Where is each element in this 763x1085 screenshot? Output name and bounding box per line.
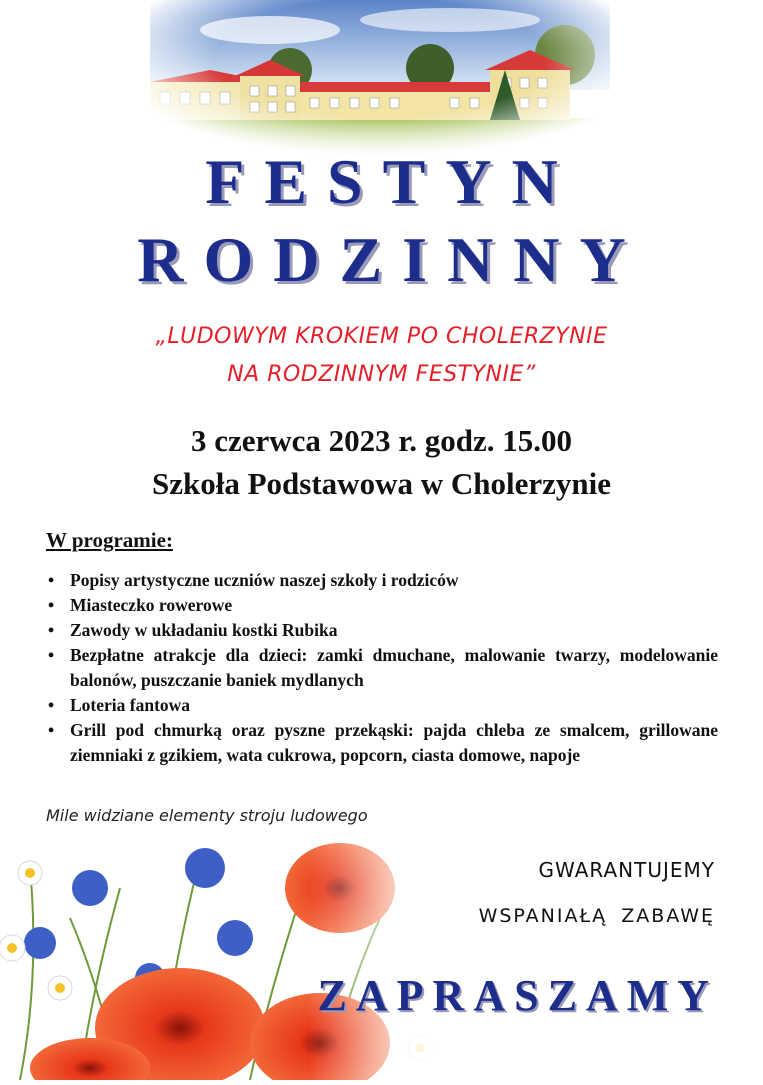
guarantee-line-2: WSPANIAŁĄ ZABAWĘ bbox=[478, 905, 715, 927]
event-date: 3 czerwca 2023 r. godz. 15.00 bbox=[190, 423, 573, 458]
flowers-illustration bbox=[0, 828, 440, 1080]
program-item: • Zawody w układaniu kostki Rubika bbox=[46, 618, 718, 643]
program-item: • Popisy artystyczne uczniów naszej szkoły i rodziców bbox=[46, 568, 718, 593]
program-item: • Loteria fantowa bbox=[46, 693, 718, 718]
program-item: • Grill pod chmurką oraz pyszne przekąski: pajda chleba ze smalcem, grillowane ziemniaki z gzikiem, wata cukrowa, popcorn, ciasta domowe, napoje bbox=[46, 718, 718, 768]
event-place: Szkoła Podstawowa w Cholerzynie bbox=[152, 466, 611, 501]
motto-line-1: „LUDOWYM KROKIEM PO CHOLERZYNIE bbox=[155, 324, 608, 349]
title-line-1: FESTYN bbox=[205, 146, 578, 217]
school-photo bbox=[150, 0, 610, 165]
program-item: • Bezpłatne atrakcje dla dzieci: zamki dmuchane, malowanie twarzy, modelowanie balonów, puszczanie baniek mydlanych bbox=[46, 643, 718, 693]
invitation-text: ZAPRASZAMY bbox=[317, 971, 718, 1020]
program-list bbox=[46, 568, 718, 768]
guarantee-line-1: GWARANTUJEMY bbox=[538, 858, 715, 882]
motto-line-2: NA RODZINNYM FESTYNIE” bbox=[227, 362, 536, 387]
program-heading: W programie: bbox=[46, 528, 173, 552]
program-item: • Miasteczko rowerowe bbox=[46, 593, 718, 618]
dress-code-note: Mile widziane elementy stroju ludowego bbox=[46, 806, 368, 825]
title-line-2: RODZINNY bbox=[137, 224, 646, 295]
